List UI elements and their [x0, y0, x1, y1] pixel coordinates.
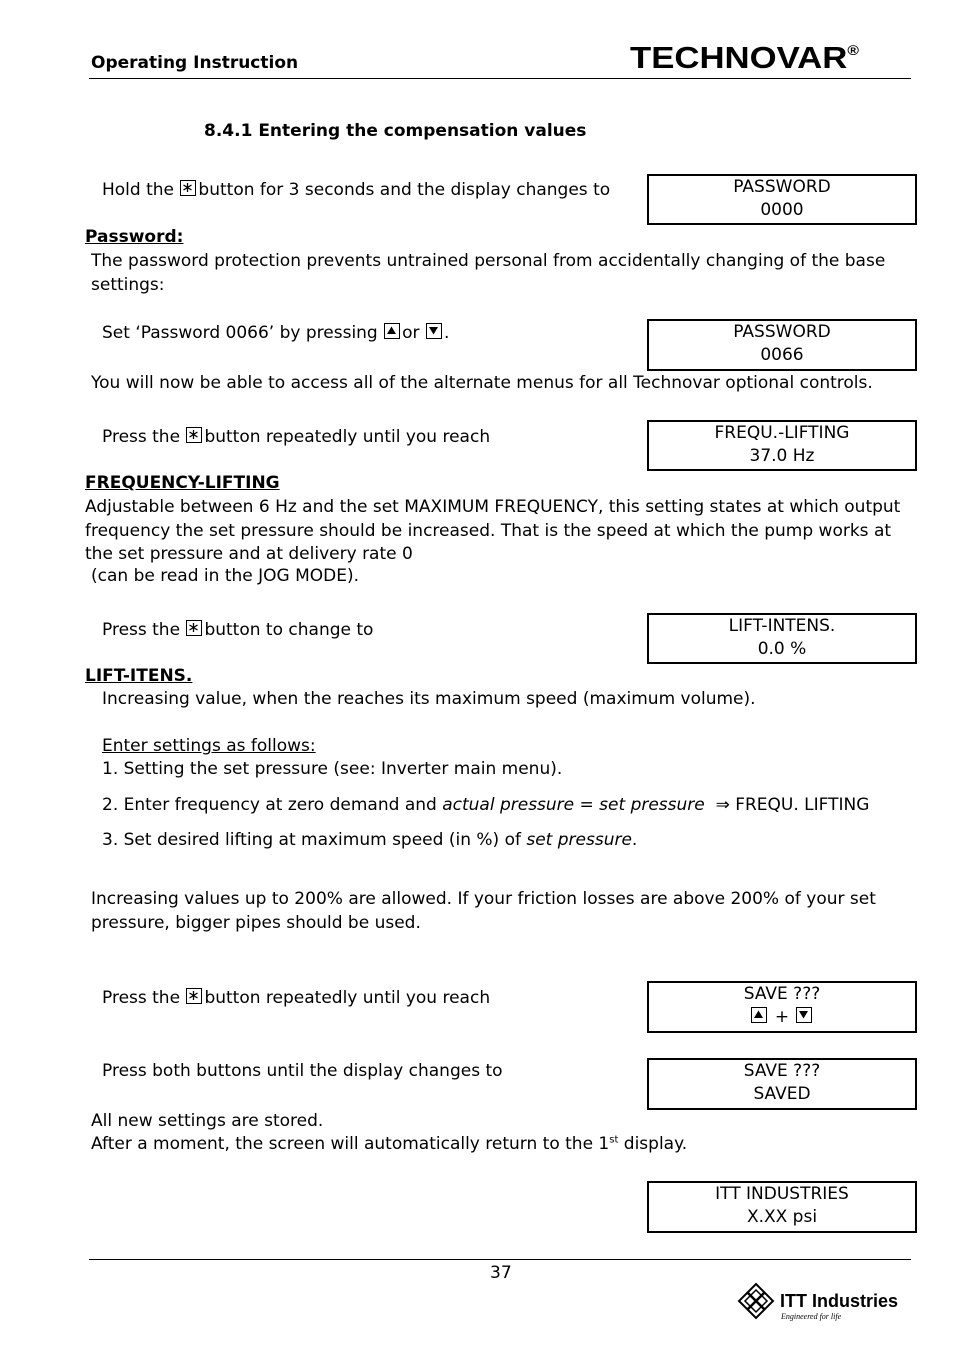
stored-line-2: After a moment, the screen will automatically return to the 1st display. [91, 1134, 688, 1154]
step-press-star-save: Press the button repeatedly until you reach [102, 988, 491, 1008]
access-text: You will now be able to access all of the alternate menus for all Technovar optional controls. [91, 373, 873, 393]
down-arrow-button-icon [426, 323, 442, 339]
itt-industries-logo: ITT Industries Engineered for life [736, 1281, 896, 1325]
itt-emblem-icon [736, 1281, 776, 1321]
implies-arrow-icon: ⇒ [715, 795, 730, 815]
jog-mode-note: (can be read in the JOG MODE). [91, 566, 360, 586]
footer-rule [89, 1259, 911, 1260]
up-arrow-button-icon [751, 1007, 767, 1023]
frequency-lifting-heading: FREQUENCY-LIFTING [85, 473, 280, 493]
settings-heading: Enter settings as follows: [102, 736, 316, 756]
password-heading: Password: [85, 227, 184, 247]
lcd-save: SAVE ??? + [647, 981, 917, 1033]
header-title: Operating Instruction [91, 53, 299, 73]
down-arrow-button-icon [796, 1007, 812, 1023]
settings-item-3: 3. Set desired lifting at maximum speed (in %) of set pressure. [102, 830, 638, 850]
step-set-password: Set ‘Password 0066’ by pressing or . [102, 323, 450, 343]
lcd-password-0000: PASSWORD 0000 [647, 174, 917, 225]
lcd-frequ-lifting: FREQU.-LIFTING 37.0 Hz [647, 420, 917, 471]
step-press-both: Press both buttons until the display changes to [102, 1061, 503, 1081]
star-button-icon [180, 180, 196, 196]
lift-intens-text: Increasing value, when the reaches its maximum speed (maximum volume). [102, 689, 756, 709]
lift-intens-heading: LIFT-ITENS. [85, 666, 193, 686]
step-press-star-change: Press the button to change to [102, 620, 374, 640]
star-button-icon [186, 988, 202, 1004]
star-button-icon [186, 620, 202, 636]
lcd-password-0066: PASSWORD 0066 [647, 319, 917, 371]
step-hold-star: Hold the button for 3 seconds and the display changes to [102, 180, 611, 200]
settings-item-1: 1. Setting the set pressure (see: Inverter main menu). [102, 759, 563, 779]
settings-item-2: 2. Enter frequency at zero demand and actual pressure = set pressure ⇒ FREQU. LIFTING [102, 795, 870, 815]
header-rule [89, 78, 911, 79]
increase-text: Increasing values up to 200% are allowed. If your friction losses are above 200% of your set pressure, bigger pipes should be used. [91, 889, 876, 933]
page-number: 37 [490, 1263, 512, 1283]
lcd-itt-industries: ITT INDUSTRIES X.XX psi [647, 1181, 917, 1233]
lcd-saved: SAVE ??? SAVED [647, 1058, 917, 1110]
password-text: The password protection prevents untrained personal from accidentally changing of the base settings: [91, 251, 886, 295]
up-arrow-button-icon [384, 323, 400, 339]
section-title: 8.4.1 Entering the compensation values [204, 121, 587, 141]
stored-line-1: All new settings are stored. [91, 1111, 324, 1131]
lcd-lift-intens: LIFT-INTENS. 0.0 % [647, 613, 917, 664]
technovar-logo: TECHNOVAR® [630, 40, 859, 75]
step-press-star-reach: Press the button repeatedly until you reach [102, 427, 491, 447]
star-button-icon [186, 427, 202, 443]
frequency-lifting-text: Adjustable between 6 Hz and the set MAXIMUM FREQUENCY, this setting states at which output frequency the set pressure should be increased. That is the speed at which the pump works at the set pressure and at delivery rate 0 [85, 497, 901, 564]
